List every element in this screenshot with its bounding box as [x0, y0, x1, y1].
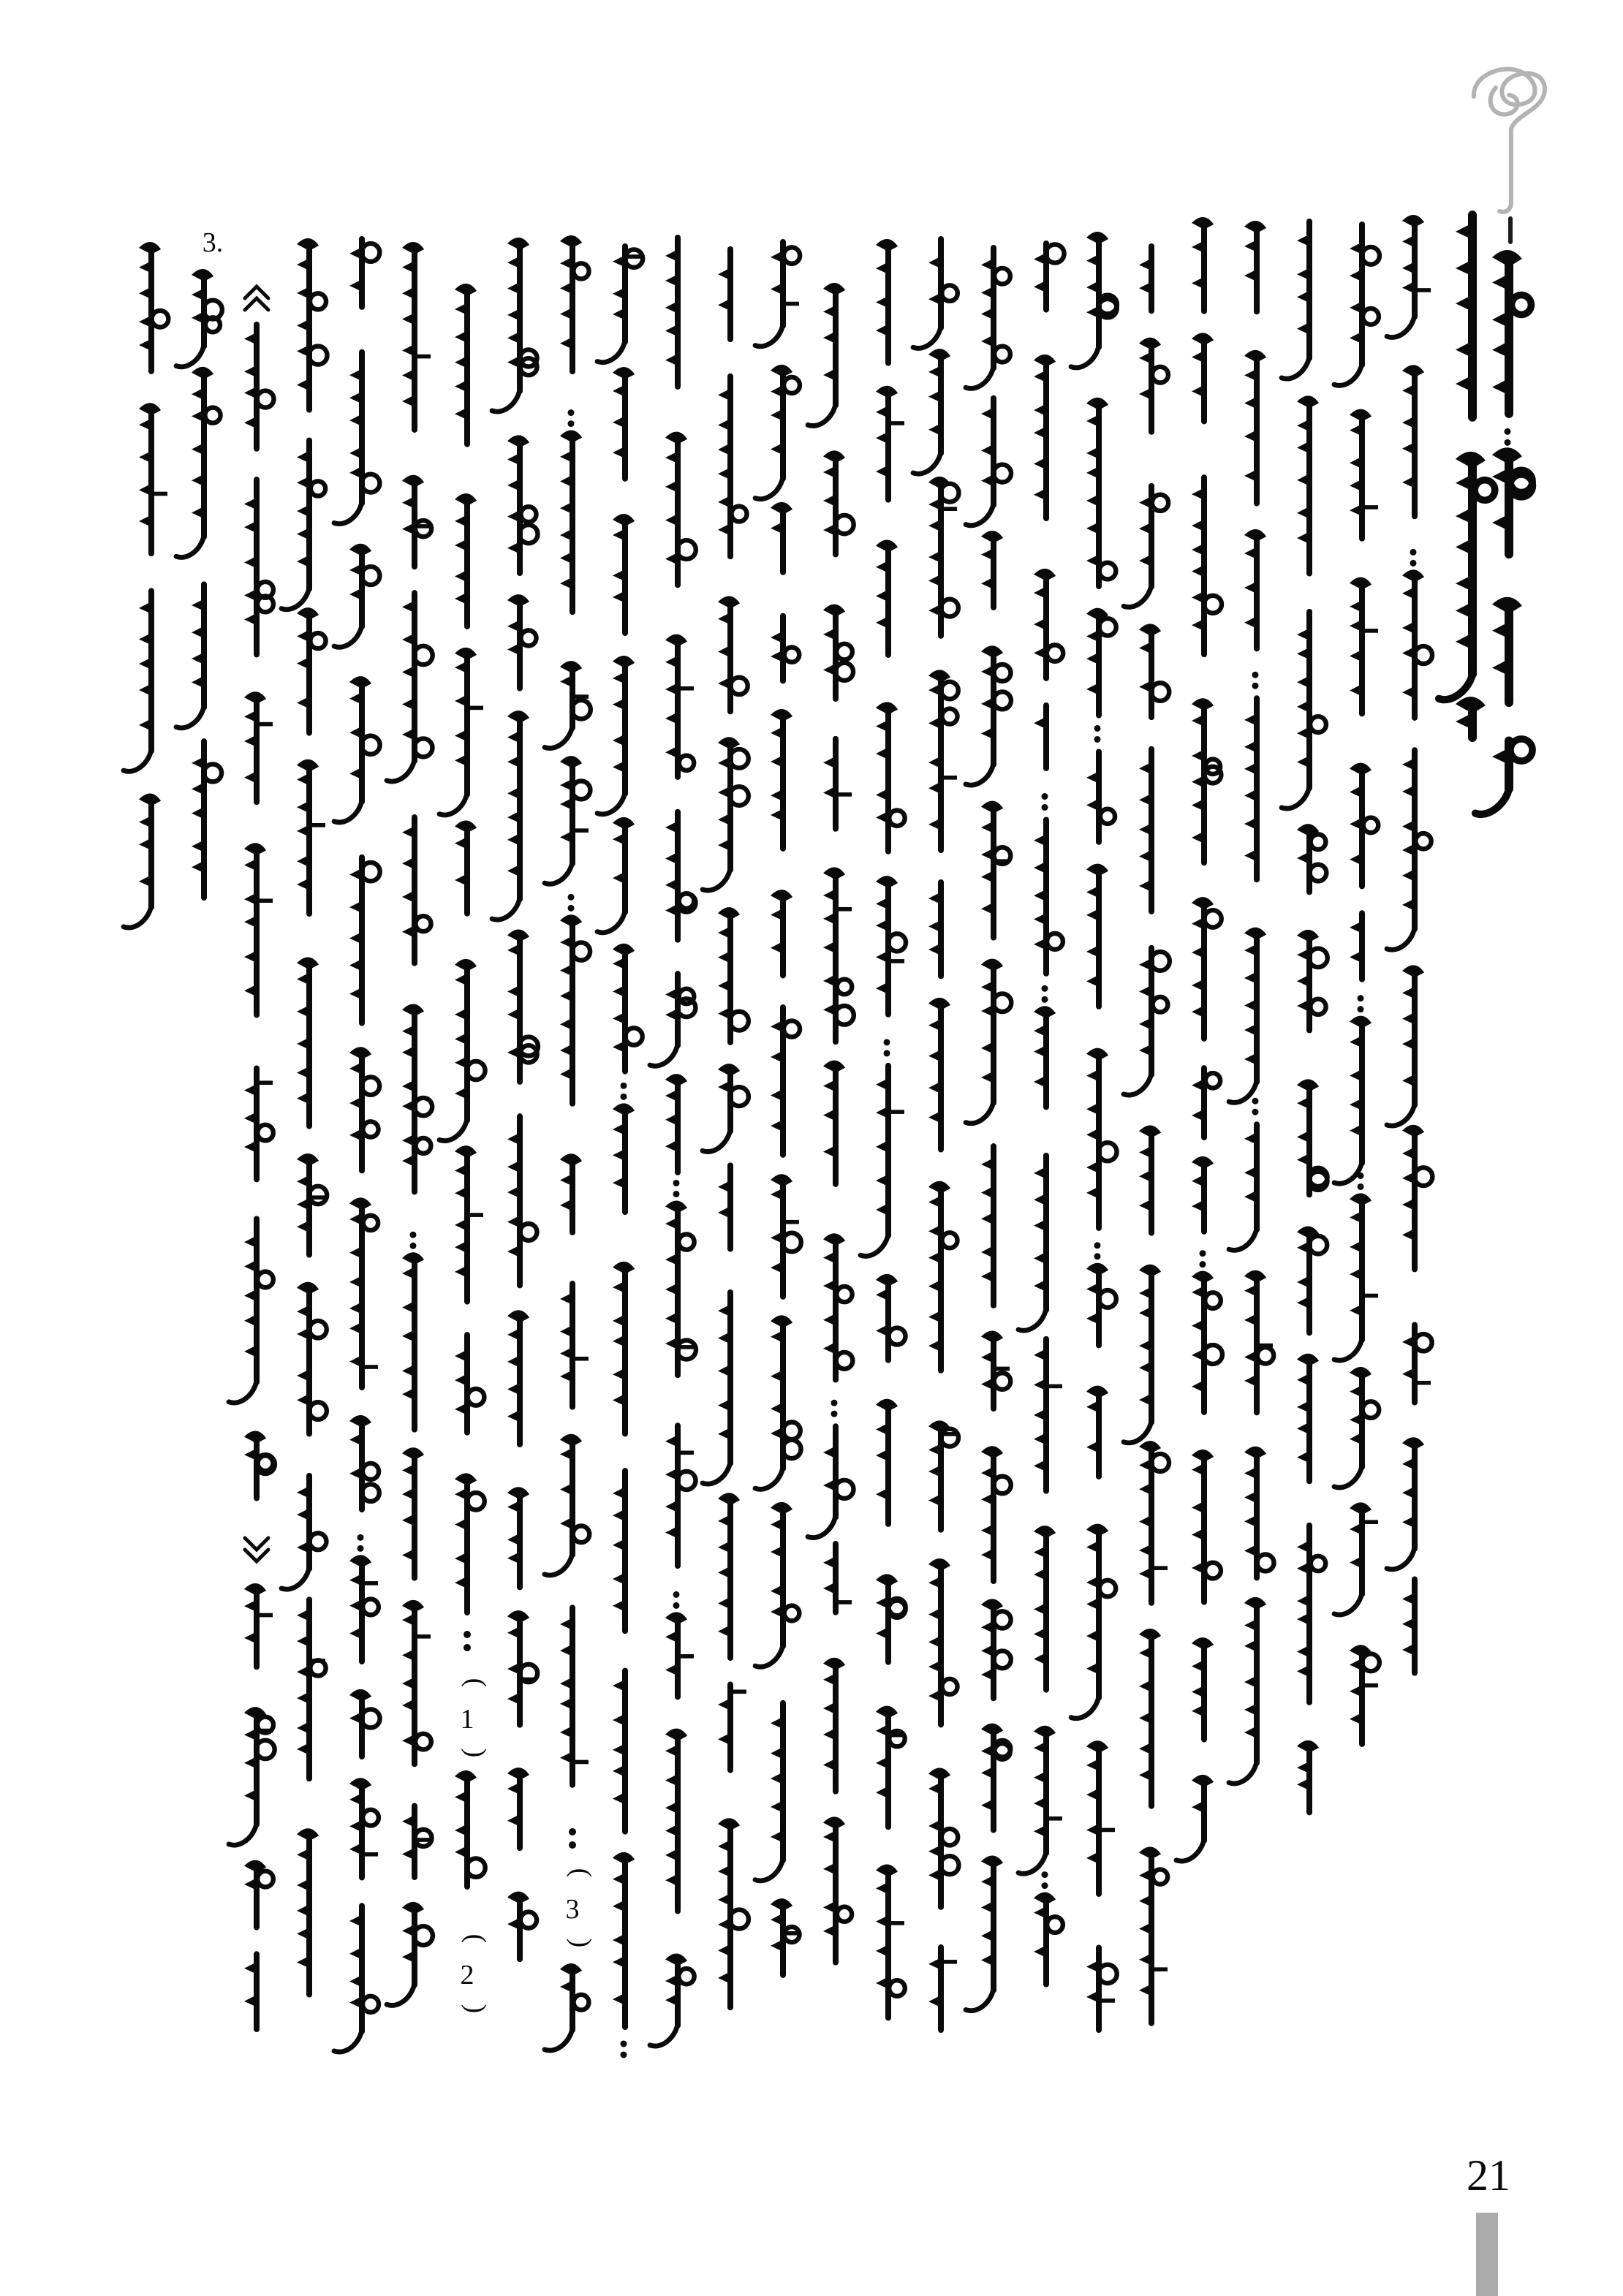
text-column	[387, 242, 433, 2005]
text-column	[808, 283, 854, 1966]
exercise-number: 3.	[202, 227, 224, 258]
svg-text:(: (	[461, 1678, 491, 1688]
quote-open-mark	[245, 287, 268, 310]
text-column	[703, 246, 749, 2010]
text-column	[439, 284, 485, 1890]
text-column	[176, 269, 222, 901]
svg-text:): )	[461, 2004, 491, 2014]
text-column	[1439, 211, 1495, 742]
text-column	[1071, 232, 1117, 2033]
text-column	[966, 245, 1011, 2011]
text-column	[281, 238, 327, 1998]
svg-text:3: 3	[565, 1894, 580, 1925]
text-column	[1475, 250, 1532, 814]
colon-mark	[464, 1631, 471, 1651]
text-column	[1176, 217, 1222, 1861]
svg-text:): )	[461, 1748, 491, 1758]
text-column	[124, 242, 168, 928]
list-item-marker	[461, 1678, 492, 1758]
svg-text:(: (	[461, 1933, 491, 1944]
list-item-marker	[566, 1868, 597, 1948]
text-column	[1282, 219, 1328, 1815]
svg-text:2: 2	[460, 1960, 474, 1990]
text-column	[755, 239, 801, 1978]
colon-mark	[569, 1828, 576, 1849]
text-column	[492, 238, 538, 1962]
text-column	[1387, 215, 1432, 1676]
page-edge-tab	[1476, 2213, 1498, 2296]
body-text-columns	[124, 215, 1432, 2058]
text-column	[229, 322, 275, 2032]
text-column	[913, 236, 958, 2033]
text-column	[545, 235, 591, 2050]
list-item-marker	[461, 1934, 492, 2014]
svg-text:): )	[566, 1938, 597, 1948]
text-column	[334, 236, 380, 2052]
calligraphic-flourish-ornament	[1474, 69, 1545, 211]
text-column	[1229, 221, 1274, 1784]
text-column	[1334, 221, 1380, 1747]
text-column	[1124, 243, 1170, 2026]
lesson-title-columns	[1439, 211, 1532, 814]
page-number: 21	[1467, 2151, 1510, 2200]
quote-close-mark	[245, 1538, 268, 1561]
title-dash-mark	[1508, 216, 1513, 244]
text-column	[1018, 240, 1064, 1988]
svg-text:1: 1	[460, 1704, 474, 1735]
text-column	[597, 243, 643, 2058]
text-column	[860, 239, 906, 2020]
text-column	[650, 235, 696, 2046]
svg-text:(: (	[566, 1868, 597, 1878]
